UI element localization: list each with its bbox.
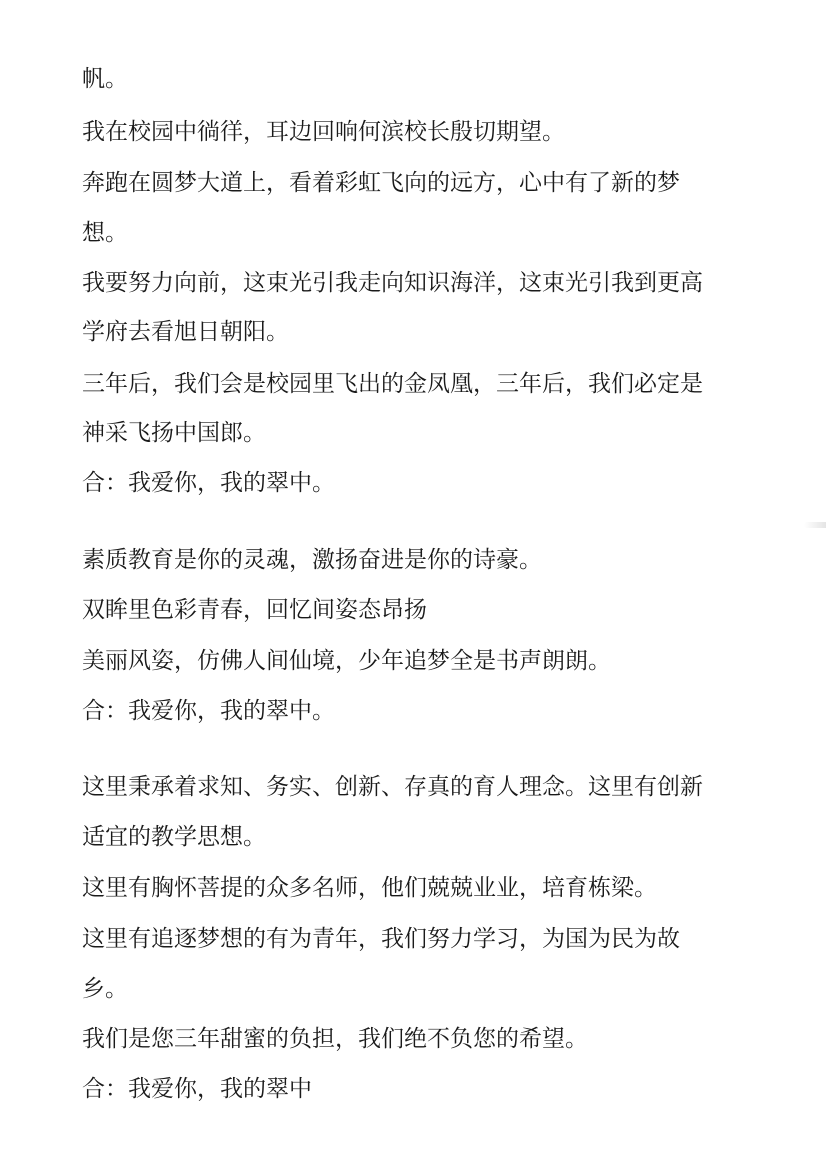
poem-line: 这里有追逐梦想的有为青年，我们努力学习，为国为民为故 (82, 926, 680, 952)
poem-line: 三年后，我们会是校园里飞出的金凤凰，三年后，我们必定是 (82, 371, 703, 397)
poem-line: 学府去看旭日朝阳。 (82, 319, 289, 345)
poem-line: 双眸里色彩青春，回忆间姿态昂扬 (82, 597, 427, 623)
poem-line: 帆。 (82, 66, 128, 92)
poem-line: 美丽风姿，仿佛人间仙境，少年追梦全是书声朗朗。 (82, 648, 611, 674)
chorus-line: 合：我爱你，我的翠中。 (82, 698, 335, 724)
edge-shadow (804, 522, 826, 528)
poem-line: 神采飞扬中国郎。 (82, 420, 266, 446)
poem-line: 适宜的教学思想。 (82, 824, 266, 850)
poem-line: 乡。 (82, 976, 128, 1002)
poem-line: 这里有胸怀菩提的众多名师，他们兢兢业业，培育栋梁。 (82, 875, 657, 901)
poem-line: 想。 (82, 220, 128, 246)
chorus-line: 合：我爱你，我的翠中 (82, 1076, 312, 1102)
poem-line: 我们是您三年甜蜜的负担，我们绝不负您的希望。 (82, 1026, 588, 1052)
chorus-line: 合：我爱你，我的翠中。 (82, 470, 335, 496)
poem-line: 素质教育是你的灵魂，激扬奋进是你的诗豪。 (82, 547, 542, 573)
poem-line: 我要努力向前，这束光引我走向知识海洋，这束光引我到更高 (82, 270, 703, 296)
poem-line: 奔跑在圆梦大道上，看着彩虹飞向的远方，心中有了新的梦 (82, 170, 680, 196)
poem-line: 这里秉承着求知、务实、创新、存真的育人理念。这里有创新 (82, 774, 703, 800)
poem-line: 我在校园中徜徉，耳边回响何滨校长殷切期望。 (82, 119, 565, 145)
